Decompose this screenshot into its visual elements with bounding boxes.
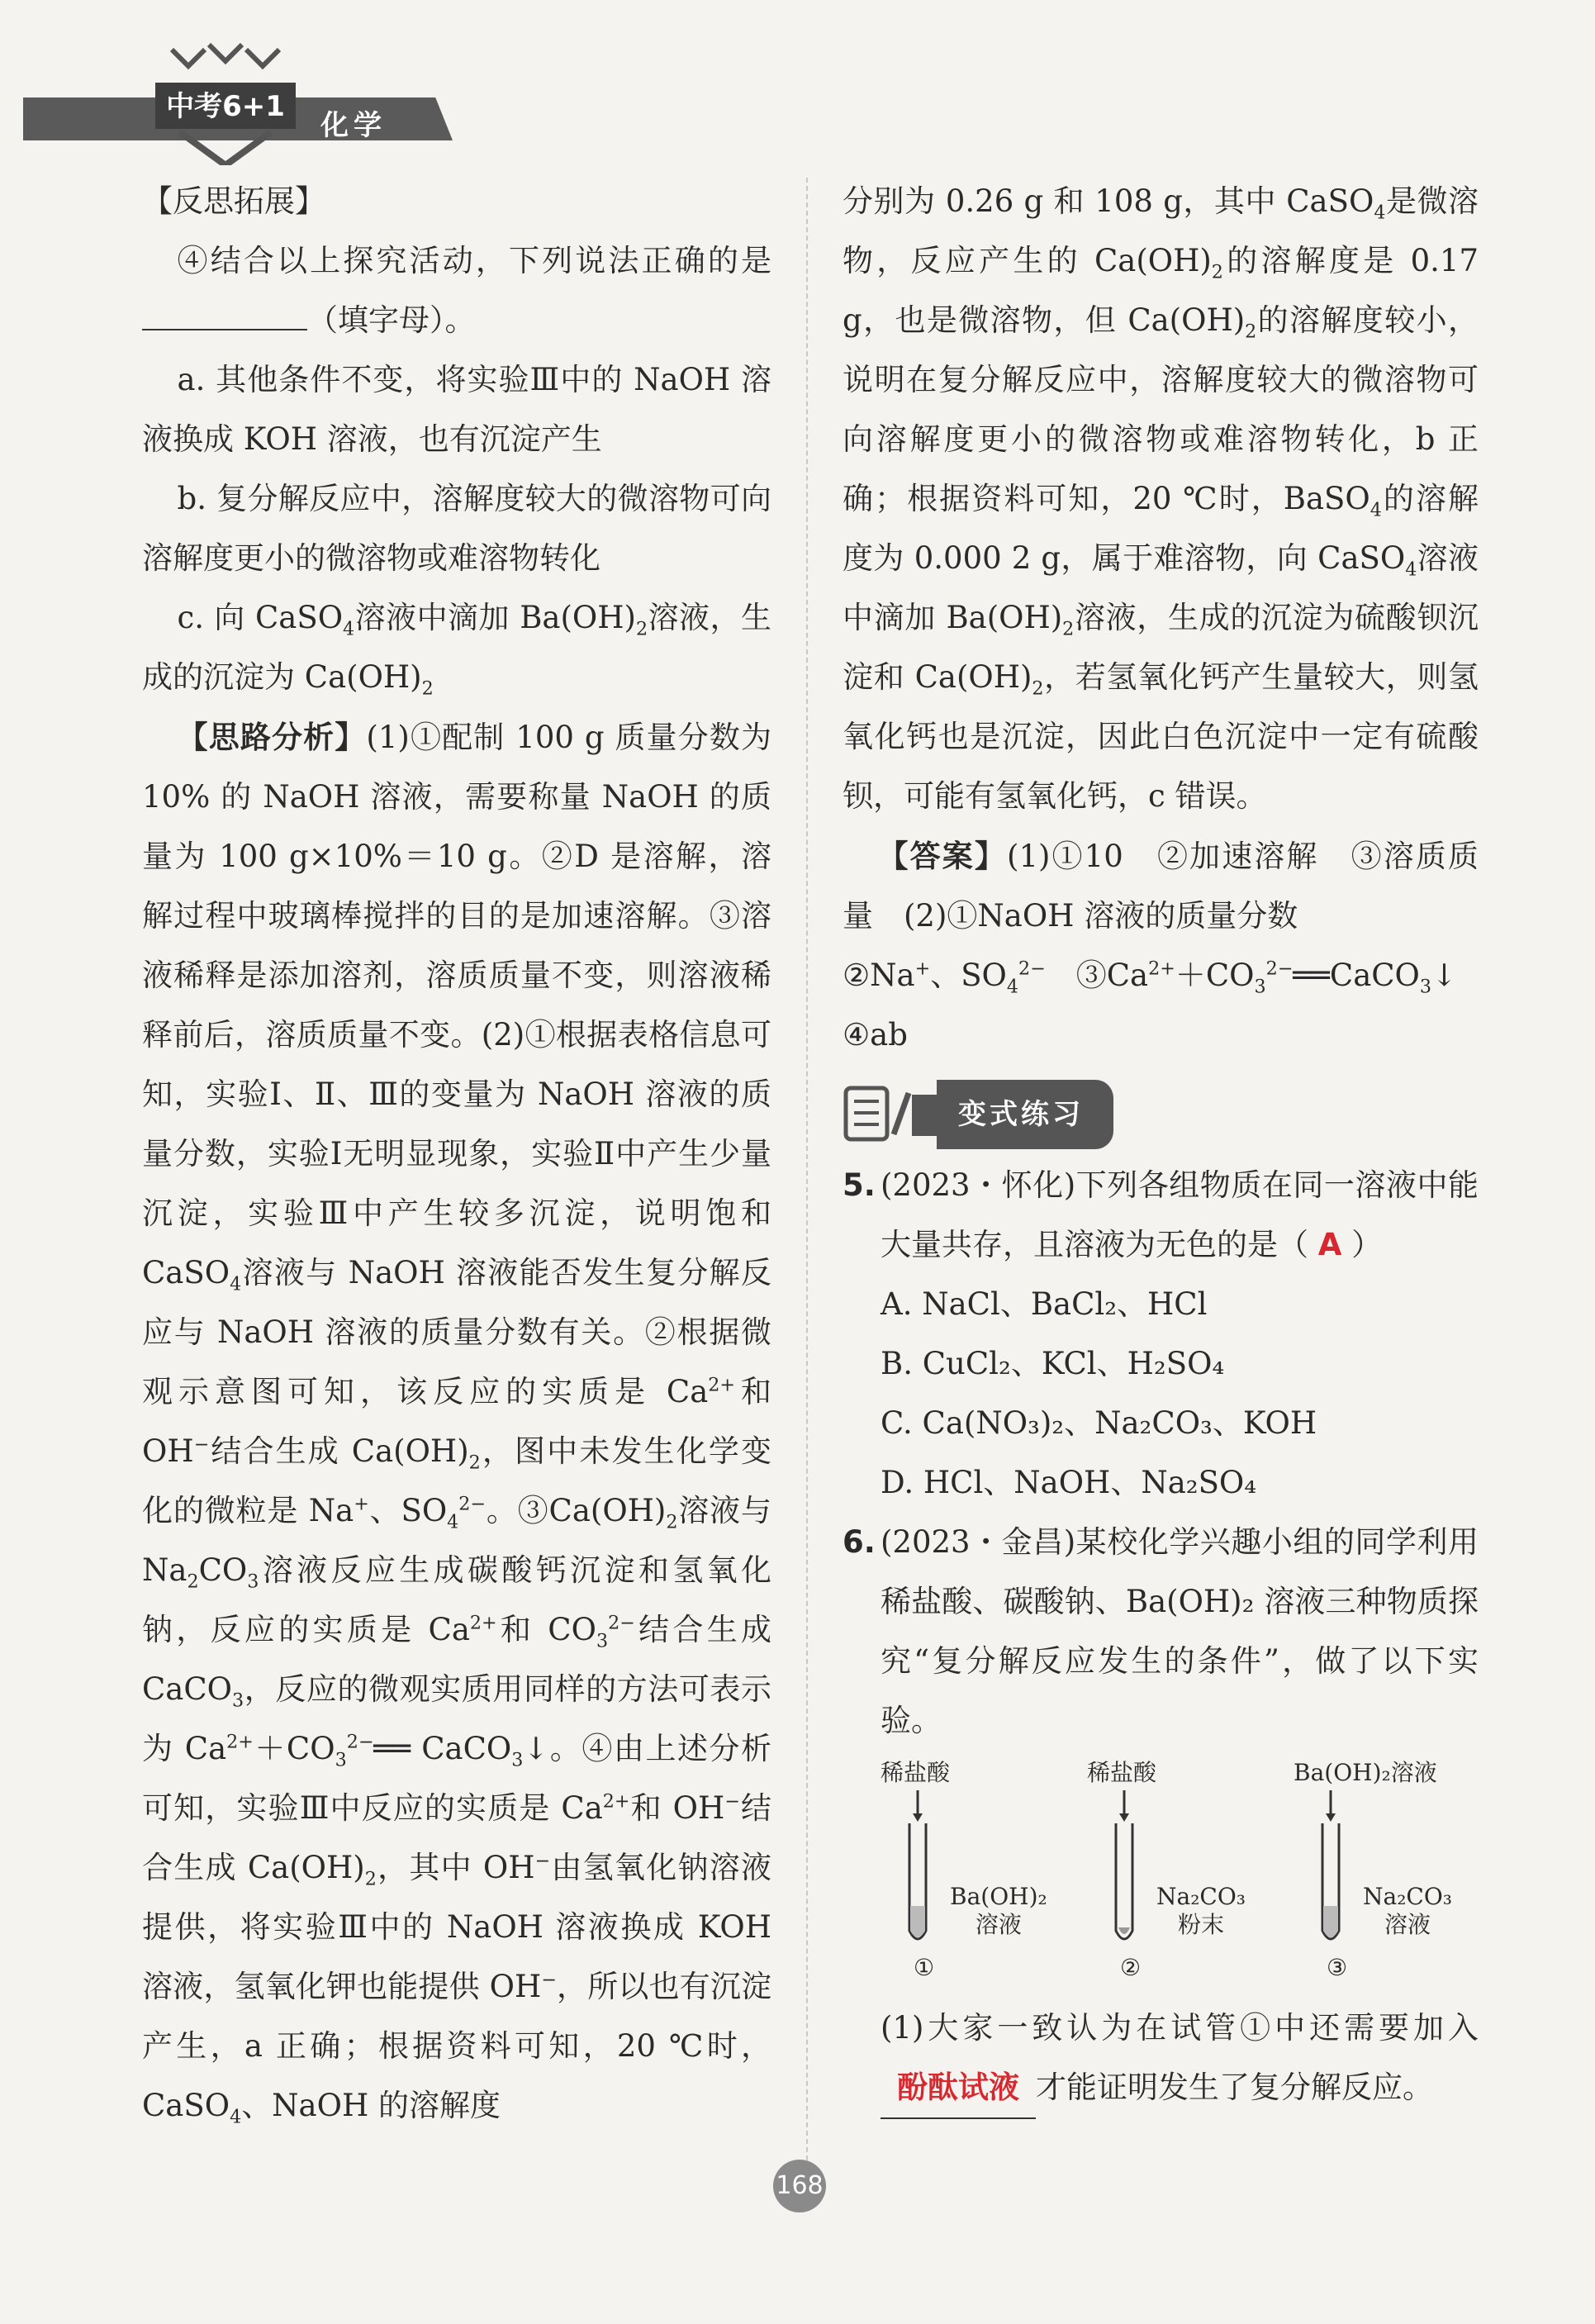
tube3-reagent: Ba(OH)₂溶液 <box>1294 1759 1437 1786</box>
tube1-reagent: 稀盐酸 <box>881 1759 951 1786</box>
test-tube-3 <box>1294 1751 1475 1998</box>
reflect-heading: 【反思拓展】 <box>142 183 325 219</box>
q5-option-b: B. CuCl₂、KCl、H₂SO₄ <box>881 1346 1225 1381</box>
test-tube-2 <box>1087 1751 1269 1998</box>
answer-paragraph: 【答案】(1)①10 ②加速溶解 ③溶质质量 (2)①NaOH 溶液的质量分数 ②Na+、$SO_4^{2-}$ $③Ca^{2+}+CO_3^{2-}══CaCO_3↓$ ④ab <box>843 838 1479 1053</box>
notebook-pencil-icon <box>843 1083 942 1146</box>
tube1-number: ① <box>914 1954 935 1981</box>
test-tube-3-icon <box>1318 1790 1368 1956</box>
option-a: a. 其他条件不变，将实验Ⅲ中的 NaOH 溶液换成 KOH 溶液，也有沉淀产生 <box>142 362 771 457</box>
question-6: 6. (2023・金昌)某校化学兴趣小组的同学利用稀盐酸、碳酸钠、Ba(OH)₂ 溶液三种物质探究“复分解反应发生的条件”，做了以下实验。 <box>843 1524 1479 1738</box>
q6-1-answer-line <box>881 2058 1036 2119</box>
page-number: 168 <box>773 2160 826 2212</box>
q5-answer: A <box>1317 1227 1342 1262</box>
test-tube-1 <box>881 1751 1062 1998</box>
tube1-label: Ba(OH)₂ 溶液 <box>950 1883 1047 1938</box>
tube2-number: ② <box>1120 1954 1142 1981</box>
q5-option-d: D. HCl、NaOH、Na₂SO₄ <box>881 1465 1257 1500</box>
q5-option-c: C. Ca(NO₃)₂、Na₂CO₃、KOH <box>881 1405 1317 1441</box>
q5-option-a: A. NaCl、BaCl₂、HCl <box>881 1286 1208 1322</box>
tube3-number: ③ <box>1327 1954 1348 1981</box>
analysis-paragraph: 【思路分析】(1)①配制 100 g 质量分数为 10% 的 NaOH 溶液，需要称量 NaOH 的质量为 100 g×10%＝10 g。②D 是溶解，溶解过程中玻璃棒搅拌的目的是加速溶解。③溶液稀释是添加溶剂，溶质质量不变，则溶液稀释前后，溶质质量不变。(2)①根据表格信息可知，实验Ⅰ、Ⅱ、Ⅲ的变量为 NaOH 溶液的质量分数，实验Ⅰ无明显现象，实验Ⅱ中产生少量沉淀，实验Ⅲ中产生较多沉淀，说明饱和 CaSO$_4$溶液与 NaOH 溶液能否发生复分解反应与 NaOH 溶液的质量分数有关。②根据微观示意图可知，该反应的实质是 $Ca^{2+}$和 OH−结合生成 $Ca(OH)_2$，图中未发生化学变化的微粒是 Na+、$SO_4^{2-}$。$③Ca(OH)_2$溶液与 $Na_2CO_3$溶液反应生成碳酸钙沉淀和氢氧化钠，反应的实质是 $Ca^{2+}$和 $CO_3^{2-}$结合生成 CaCO$_3$，反应的微观实质用同样的方法可表示为 $Ca^{2+}+CO_3^{2-}══$ CaCO$_3$↓。④由上述分析可知，实验Ⅲ中反应的实质是 $Ca^{2+}$和 OH−结合生成 $Ca(OH)_2$，其中 OH−由氢氧化钠溶液提供，将实验Ⅲ中的 NaOH 溶液换成 KOH 溶液，氢氧化钾也能提供 OH−，所以也有沉淀产生，a 正确；根据资料可知，20 ℃时，CaSO$_4$、NaOH 的溶解度 <box>142 719 772 2128</box>
practice-label: 变式练习 <box>937 1080 1113 1149</box>
question-4: ④结合以上探究活动，下列说法正确的是（填字母）。 <box>142 231 771 350</box>
tube2-reagent: 稀盐酸 <box>1087 1759 1157 1786</box>
column-divider <box>806 178 808 2160</box>
practice-section-header <box>843 1081 1479 1148</box>
series-text: 中考6+1 <box>166 90 285 123</box>
option-b: b. 复分解反应中，溶解度较大的微溶物可向溶解度更小的微溶物或难溶物转化 <box>142 481 771 576</box>
left-column <box>142 172 771 2136</box>
option-c: c. 向 CaSO$_4$溶液中滴加 $Ba(OH)_2$溶液，生成的沉淀为 $Ca(OH)_2$ <box>142 600 771 700</box>
q6-1-answer: 酚酞试液 <box>897 2070 1019 2105</box>
question-5: 5. (2023・怀化)下列各组物质在同一溶液中能大量共存，且溶液为无色的是（ A ） <box>843 1167 1479 1262</box>
analysis-heading: 【思路分析】 <box>177 719 367 755</box>
test-tube-diagram <box>881 1751 1479 1998</box>
answer-blank[interactable] <box>142 297 307 330</box>
test-tube-1-icon <box>905 1790 955 1956</box>
analysis-continued: 分别为 0.26 g 和 108 g，其中 CaSO$_4$是微溶物，反应产生的 $Ca(OH)_2$的溶解度是 0.17 g，也是微溶物，但 $Ca(OH)_2$的溶解度较小，说明在复分解反应中，溶解度较大的微溶物可向溶解度更小的微溶物或难溶物转化，b 正确；根据资料可知，20 ℃时，BaSO$_4$的溶解度为 0.000 2 g，属于难溶物，向 CaSO$_4$溶液中滴加 $Ba(OH)_2$溶液，生成的沉淀为硫酸钡沉淀和 $Ca(OH)_2$，若氢氧化钙产生量较大，则氢氧化钙也是沉淀，因此白色沉淀中一定有硫酸钡，可能有氢氧化钙，c 错误。 <box>843 183 1479 814</box>
tube2-label: Na₂CO₃ 粉末 <box>1156 1883 1246 1938</box>
subject-label: 化学 <box>320 109 387 142</box>
page-header <box>23 33 453 140</box>
series-logo <box>139 33 312 165</box>
answer-heading: 【答案】 <box>877 838 1008 874</box>
test-tube-2-icon <box>1112 1790 1161 1956</box>
question-6-part-1: (1)大家一致认为在试管①中还需要加入 酚酞试液 才能证明发生了复分解反应。 <box>843 1998 1479 2119</box>
right-column <box>843 172 1479 2119</box>
tube3-label: Na₂CO₃ 溶液 <box>1363 1883 1453 1938</box>
